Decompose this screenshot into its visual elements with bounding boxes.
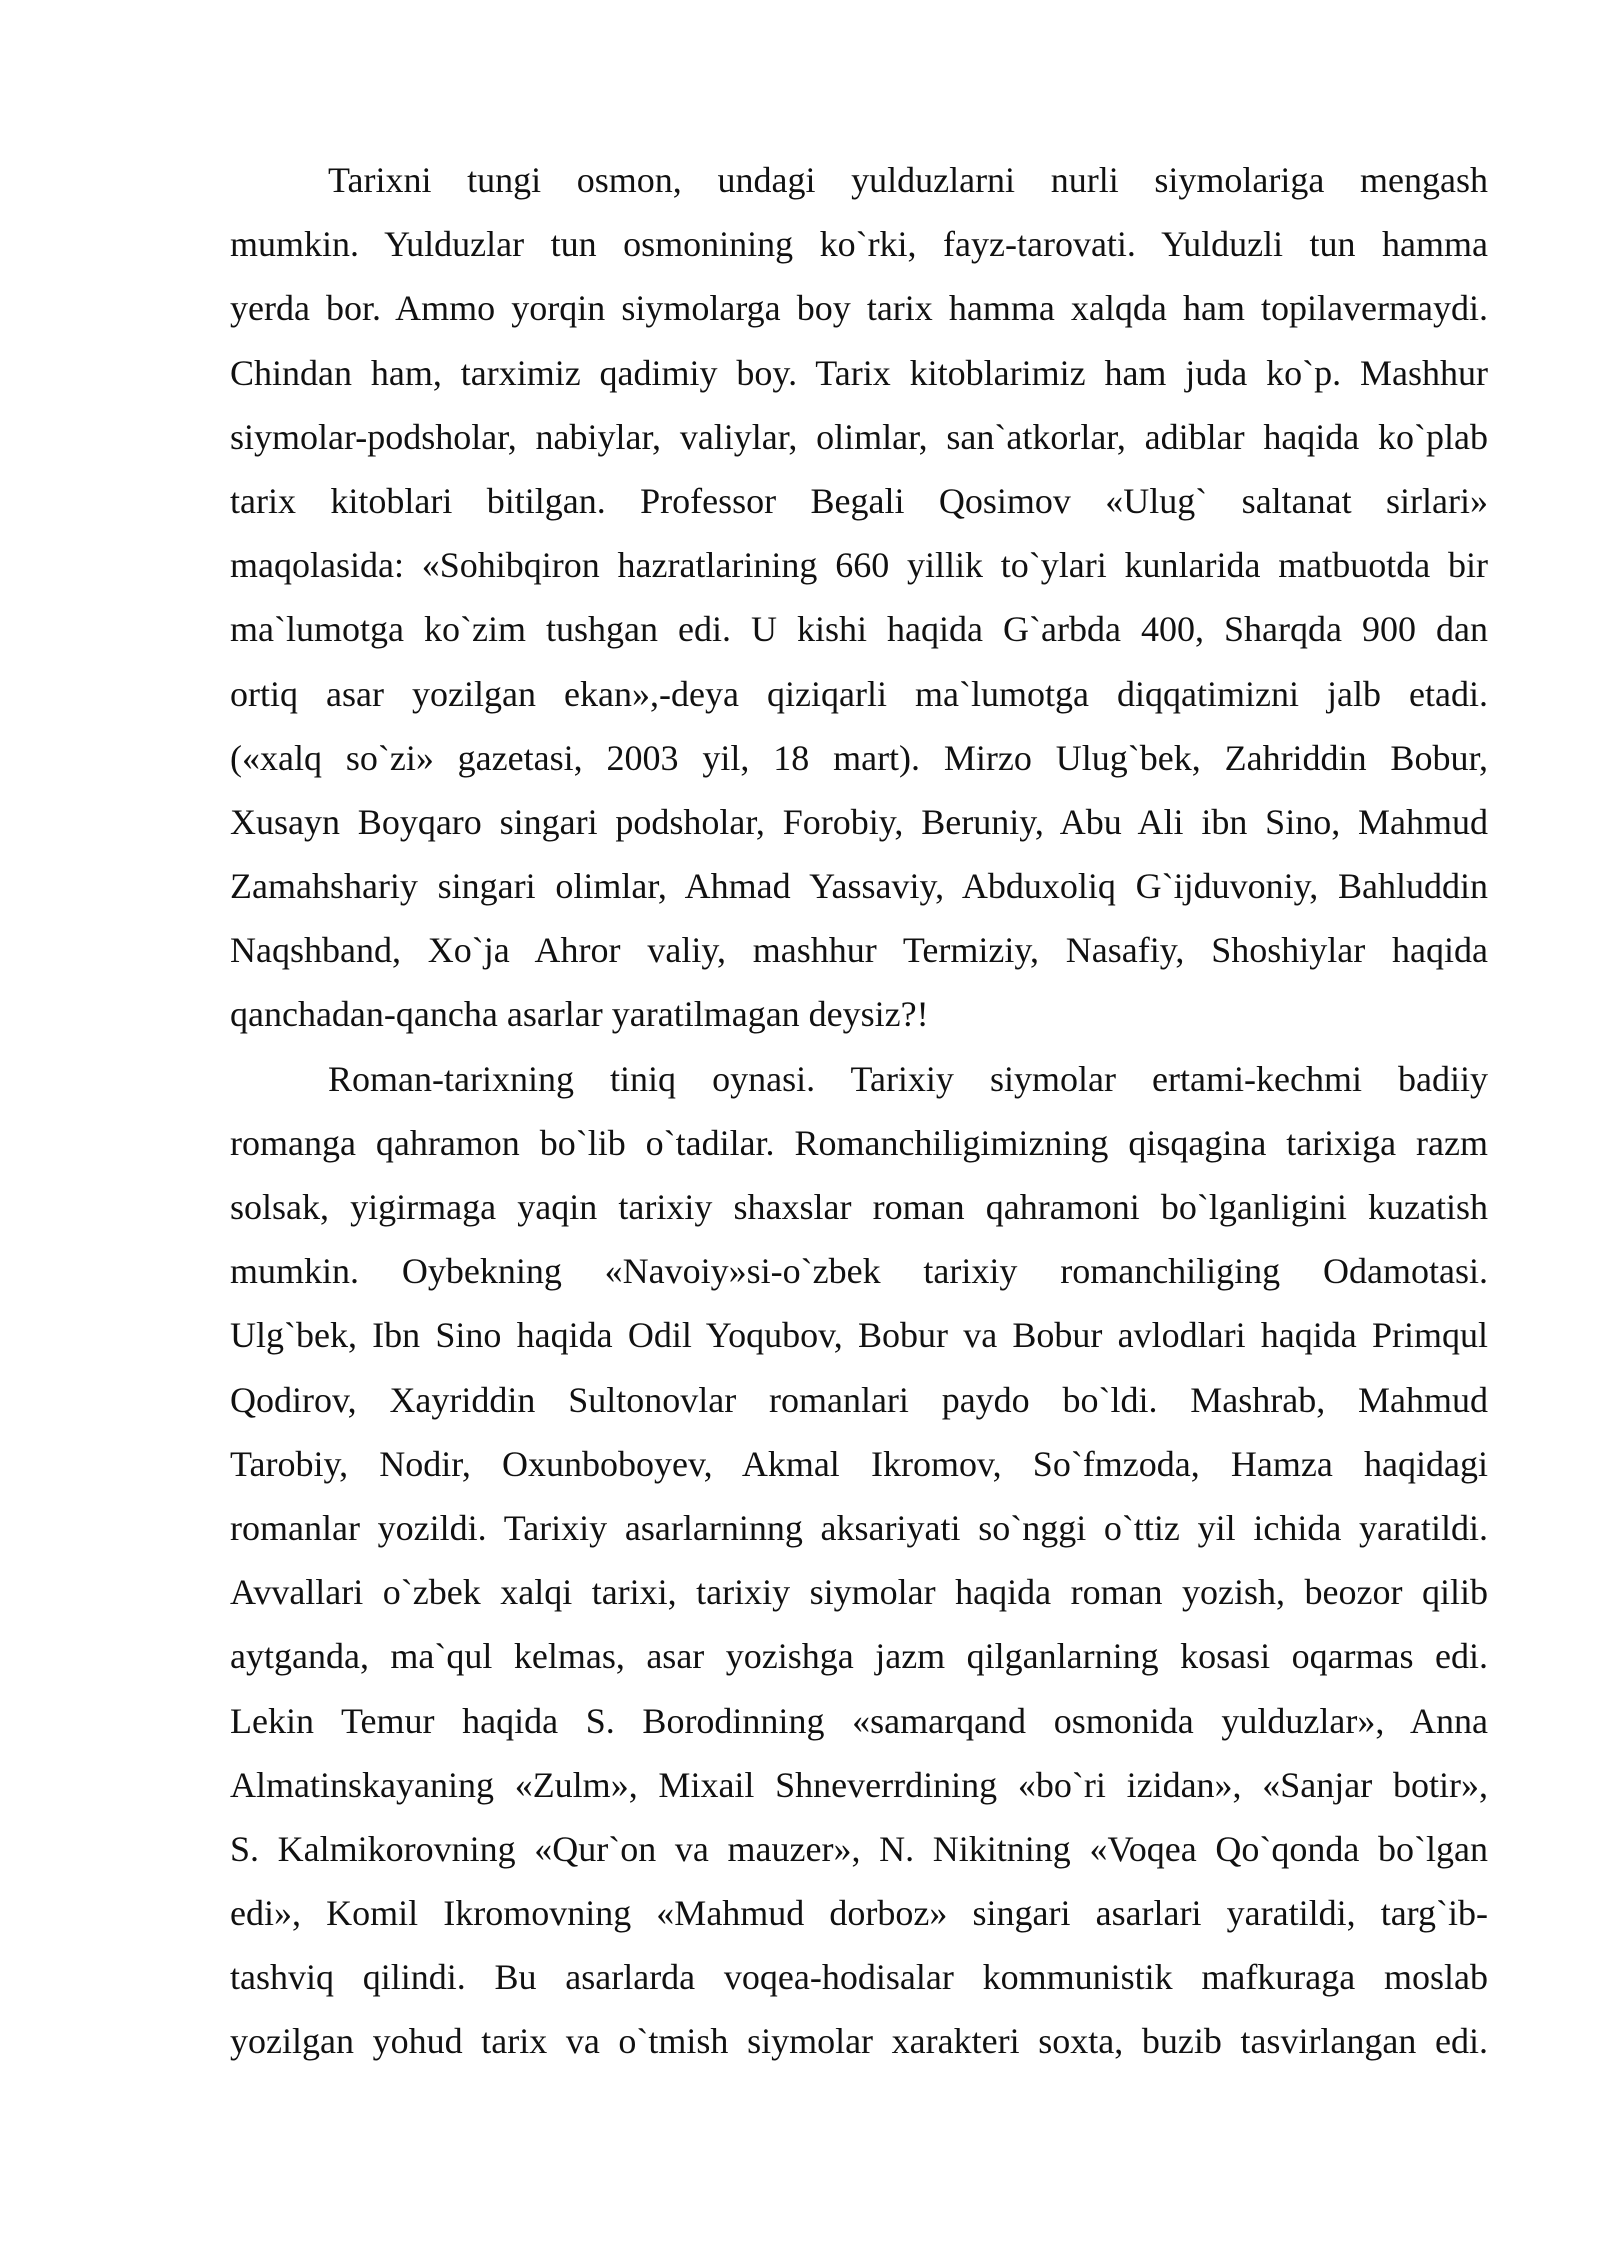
text-line: Tarobiy, Nodir, Oxunboboyev, Akmal Ikromov, So`fmzoda, Hamza haqidagi [230, 1443, 1488, 1484]
text-line: Naqshband, Xo`ja Ahror valiy, mashhur Termiziy, Nasafiy, Shoshiylar haqida [230, 930, 1488, 971]
text-line: («xalq so`zi» gazetasi, 2003 yil, 18 mart). Mirzo Ulug`bek, Zahriddin Bobur, [230, 737, 1488, 778]
text-line: Avvallari o`zbek xalqi tarixi, tarixiy siymolar haqida roman yozish, beozor qilib [230, 1572, 1488, 1613]
text-line: yozilgan yohud tarix va o`tmish siymolar xarakteri soxta, buzib tasvirlangan edi. [230, 2021, 1488, 2062]
text-line: Zamahshariy singari olimlar, Ahmad Yassaviy, Abduxoliq G`ijduvoniy, Bahluddin [230, 866, 1488, 907]
text-line: tashviq qilindi. Bu asarlarda voqea-hodisalar kommunistik mafkuraga moslab [230, 1957, 1488, 1998]
text-line: yerda bor. Ammo yorqin siymolarga boy tarix hamma xalqda ham topilavermaydi. [230, 288, 1488, 329]
paragraph [230, 1047, 1488, 2074]
text-line: edi», Komil Ikromovning «Mahmud dorboz» singari asarlari yaratildi, targ`ib- [230, 1893, 1488, 1934]
text-line: ortiq asar yozilgan ekan»,-deya qiziqarli ma`lumotga diqqatimizni jalb etadi. [230, 673, 1488, 714]
text-line: maqolasida: «Sohibqiron hazratlarining 660 yillik to`ylari kunlarida matbuotda bir [230, 545, 1488, 586]
text-line: Xusayn Boyqaro singari podsholar, Forobiy, Beruniy, Abu Ali ibn Sino, Mahmud [230, 801, 1488, 842]
text-line: S. Kalmikorovning «Qur`on va mauzer», N. Nikitning «Voqea Qo`qonda bo`lgan [230, 1828, 1488, 1869]
text-line: mumkin. Yulduzlar tun osmonining ko`rki, fayz-tarovati. Yulduzli tun hamma [230, 224, 1488, 265]
text-line: ma`lumotga ko`zim tushgan edi. U kishi haqida G`arbda 400, Sharqda 900 dan [230, 609, 1488, 650]
text-line: tarix kitoblari bitilgan. Professor Begali Qosimov «Ulug` saltanat sirlari» [230, 480, 1488, 521]
text-line: Roman-tarixning tiniq oynasi. Tarixiy siymolar ertami-kechmi badiiy [328, 1058, 1488, 1099]
text-line: Tarixni tungi osmon, undagi yulduzlarni nurli siymolariga mengash [328, 160, 1488, 200]
text-line: siymolar-podsholar, nabiylar, valiylar, olimlar, san`atkorlar, adiblar haqida ko`plab [230, 416, 1488, 457]
text-line: Chindan ham, tarximiz qadimiy boy. Tarix kitoblarimiz ham juda ko`p. Mashhur [230, 352, 1488, 393]
text-line: Lekin Temur haqida S. Borodinning «samarqand osmonida yulduzlar», Anna [230, 1700, 1488, 1741]
text-line: qanchadan-qancha asarlar yaratilmagan deysiz?! [230, 994, 929, 1035]
text-line: Ulg`bek, Ibn Sino haqida Odil Yoqubov, Bobur va Bobur avlodlari haqida Primqul [230, 1315, 1488, 1356]
text-line: mumkin. Oybekning «Navoiy»si-o`zbek tarixiy romanchiliging Odamotasi. [230, 1251, 1488, 1292]
text-line: solsak, yigirmaga yaqin tarixiy shaxslar roman qahramoni bo`lganligini kuzatish [230, 1187, 1488, 1227]
text-line: aytganda, ma`qul kelmas, asar yozishga jazm qilganlarning kosasi oqarmas edi. [230, 1636, 1488, 1677]
paragraph [230, 148, 1488, 1047]
body-text [230, 148, 1488, 2074]
text-line: Qodirov, Xayriddin Sultonovlar romanlari paydo bo`ldi. Mashrab, Mahmud [230, 1379, 1488, 1420]
text-line: romanga qahramon bo`lib o`tadilar. Romanchiligimizning qisqagina tarixiga razm [230, 1122, 1488, 1163]
text-line: Almatinskayaning «Zulm», Mixail Shneverrdining «bo`ri izidan», «Sanjar botir», [230, 1764, 1488, 1805]
text-line: romanlar yozildi. Tarixiy asarlarninng aksariyati so`nggi o`ttiz yil ichida yaratildi. [230, 1507, 1488, 1548]
